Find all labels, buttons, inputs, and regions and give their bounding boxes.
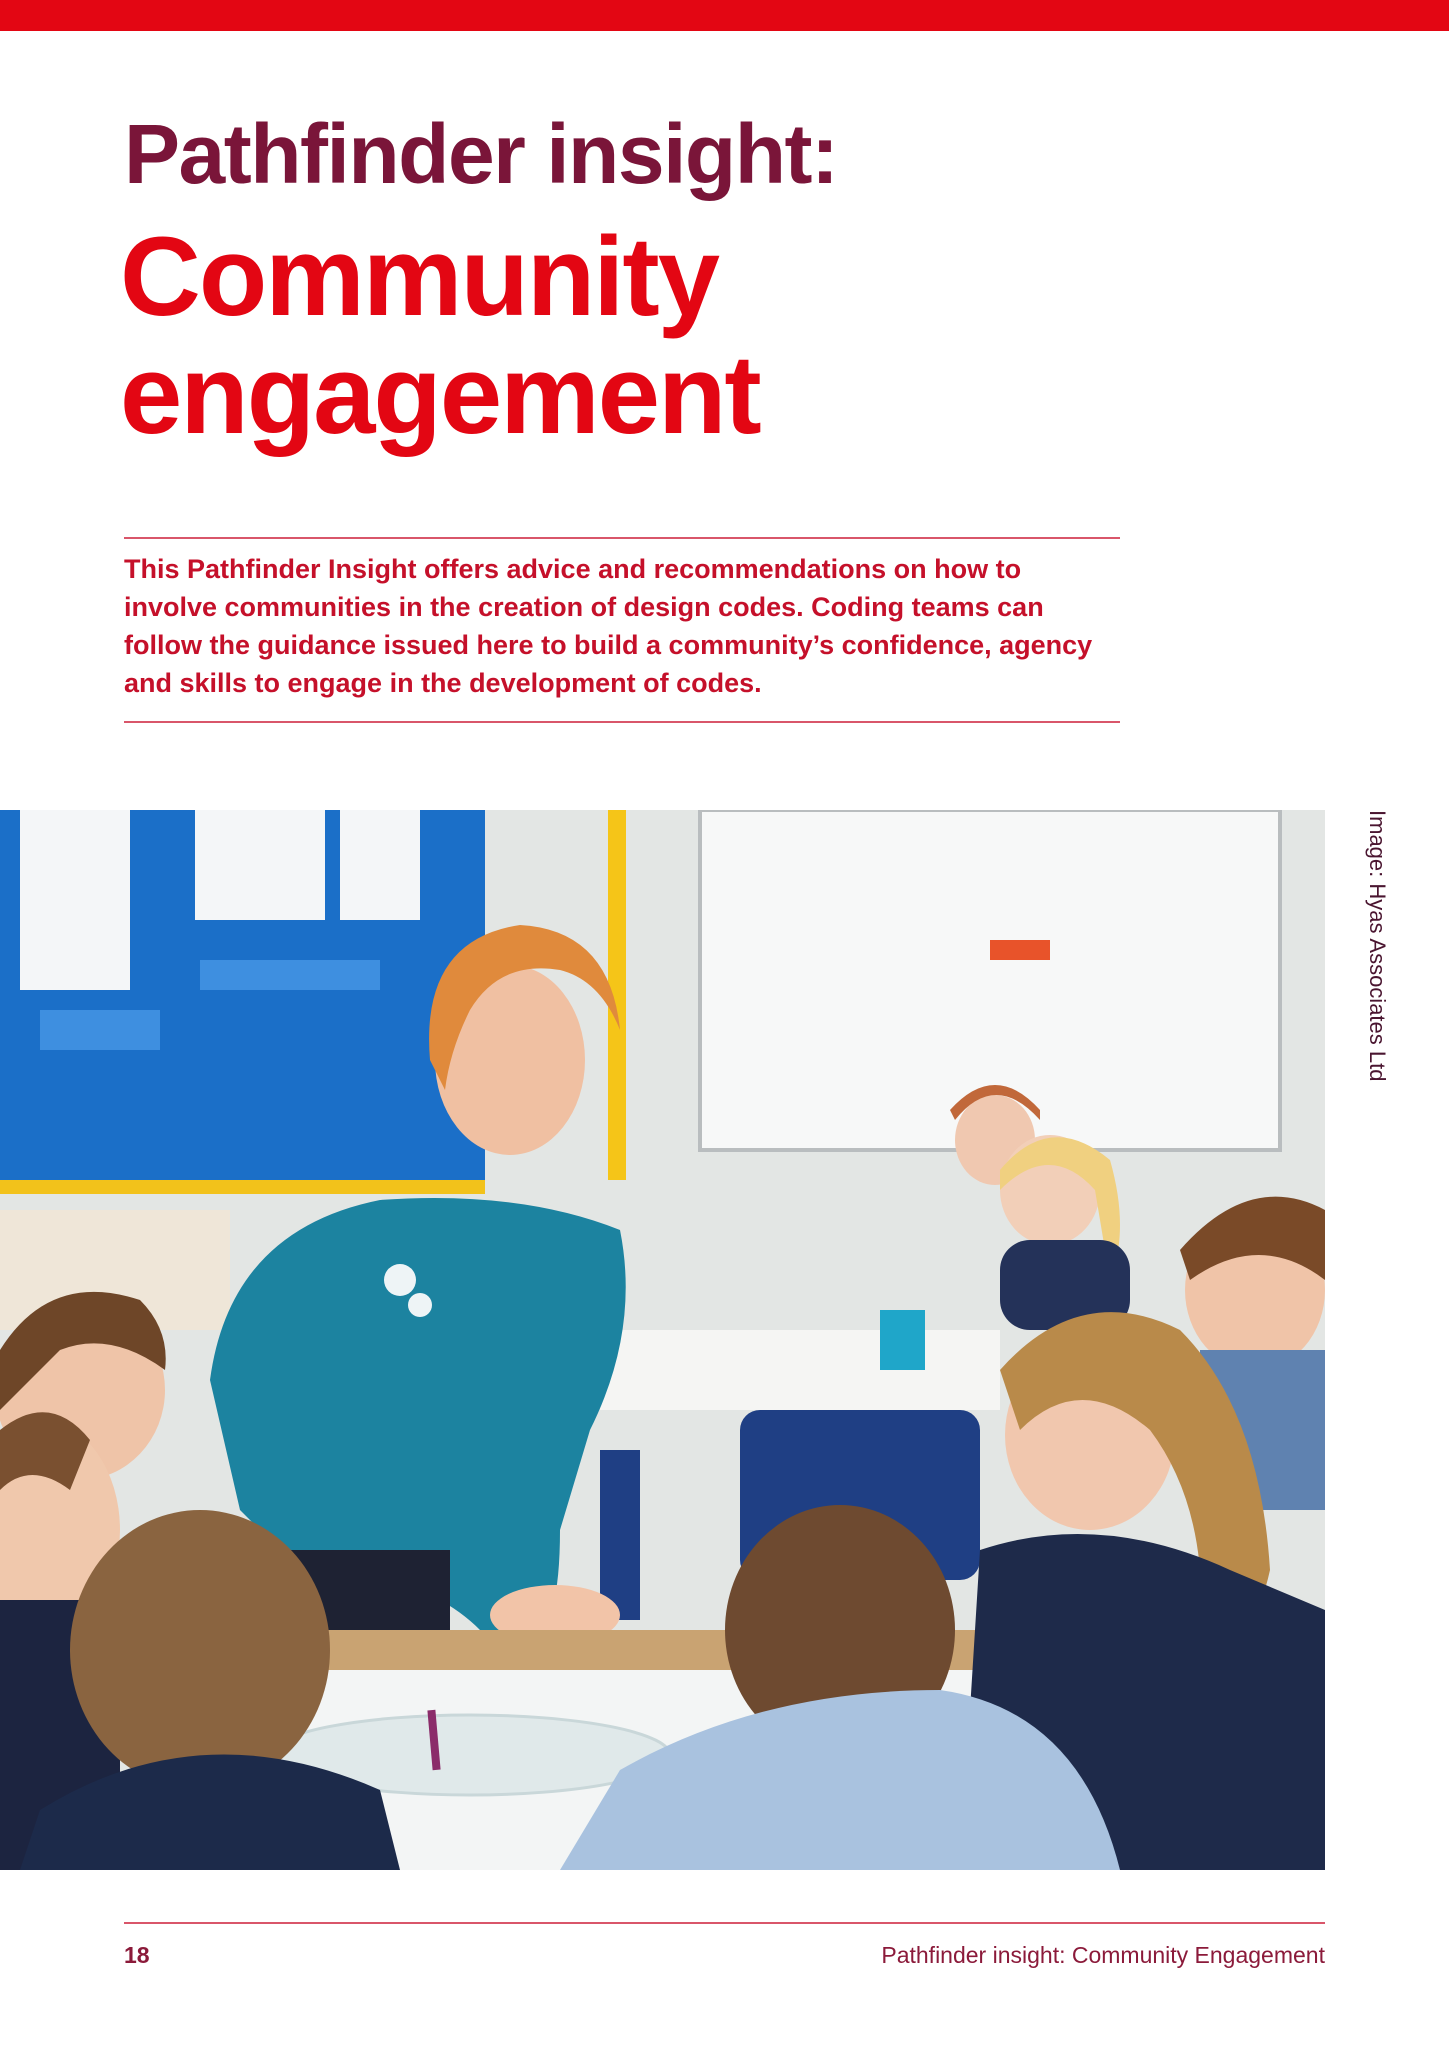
classroom-photo-illustration	[0, 810, 1325, 1870]
photo-credit: Image: Hyas Associates Ltd	[1365, 810, 1390, 1082]
intro-top-rule	[124, 537, 1120, 539]
footer-rule	[124, 1922, 1325, 1924]
classroom-photo	[0, 810, 1325, 1870]
page-title	[120, 214, 760, 457]
intro-paragraph: This Pathfinder Insight offers advice and recommendations on how to involve communities in the creation of design codes. Coding teams can follow the guidance issued here to build a community’s confidence, agency and skills to engage in the development of codes.	[124, 554, 1093, 698]
title-line-2: engagement	[120, 332, 760, 457]
page-kicker: Pathfinder insight:	[124, 107, 838, 201]
top-accent-bar	[0, 0, 1449, 31]
page-number: 18	[124, 1942, 150, 1968]
running-title: Pathfinder insight: Community Engagement	[881, 1942, 1325, 1968]
title-line-1: Community	[120, 214, 718, 339]
intro-bottom-rule	[124, 721, 1120, 723]
